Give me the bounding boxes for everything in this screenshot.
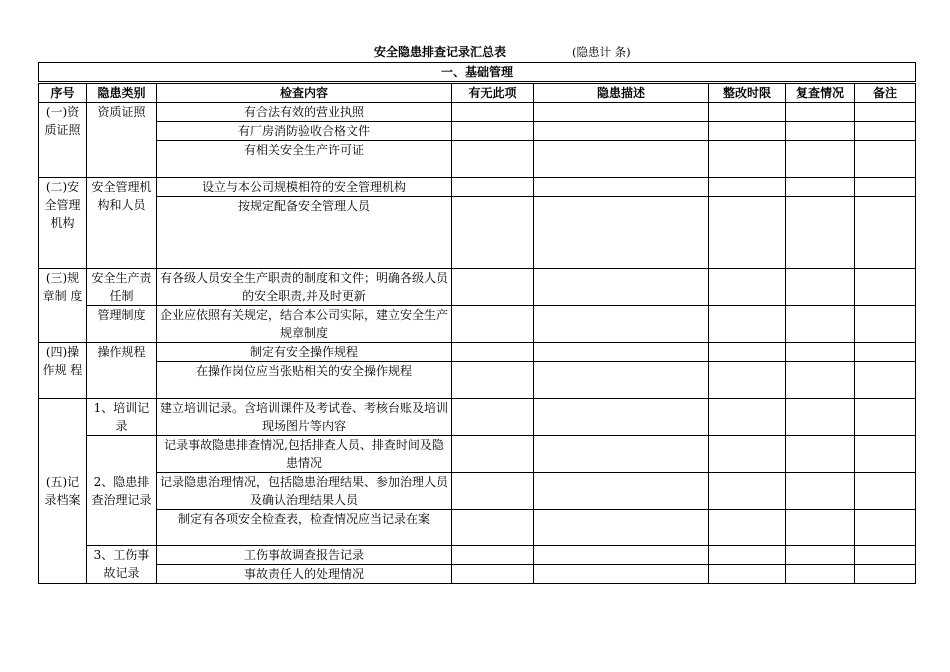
applicable-cell[interactable] — [452, 399, 534, 436]
category-cell: 安全生产责任制 — [87, 269, 157, 306]
remark-cell[interactable] — [855, 343, 916, 362]
review-cell[interactable] — [786, 565, 855, 584]
table-row — [39, 399, 916, 436]
section-title: 一、基础管理 — [39, 63, 916, 83]
review-cell[interactable] — [786, 178, 855, 197]
table-row — [39, 141, 916, 160]
seq-cell: (三)规章制 度 — [39, 269, 87, 343]
category-cell: 2、隐患排查治理记录 — [87, 436, 157, 546]
deadline-cell[interactable] — [709, 546, 786, 565]
review-cell[interactable] — [786, 306, 855, 343]
applicable-cell[interactable] — [452, 473, 534, 510]
content-cell: 有合法有效的营业执照 — [157, 103, 452, 122]
applicable-cell[interactable] — [452, 122, 534, 141]
description-cell[interactable] — [534, 103, 709, 122]
category-cell: 资质证照 — [87, 103, 157, 178]
description-cell[interactable] — [534, 306, 709, 343]
deadline-cell[interactable] — [709, 343, 786, 362]
seq-cell: (二)安全管理机构 — [39, 178, 87, 269]
review-cell[interactable] — [786, 103, 855, 122]
applicable-cell[interactable] — [452, 178, 534, 197]
col-header-remark: 备注 — [855, 83, 916, 103]
applicable-cell[interactable] — [452, 362, 534, 399]
col-header-applicable: 有无此项 — [452, 83, 534, 103]
content-cell: 设立与本公司规模相符的安全管理机构 — [157, 178, 452, 197]
review-cell[interactable] — [786, 141, 855, 178]
col-header-deadline: 整改时限 — [709, 83, 786, 103]
col-header-content: 检查内容 — [157, 83, 452, 103]
deadline-cell[interactable] — [709, 436, 786, 473]
description-cell[interactable] — [534, 436, 709, 473]
content-cell: 有相关安全生产许可证 — [157, 141, 452, 178]
description-cell[interactable] — [534, 269, 709, 306]
applicable-cell[interactable] — [452, 269, 534, 306]
review-cell[interactable] — [786, 399, 855, 436]
section-row — [39, 63, 916, 83]
content-cell: 记录隐患治理情况，包括隐患治理结果、参加治理人员及确认治理结果人员 — [157, 473, 452, 510]
table-row — [39, 306, 916, 343]
applicable-cell[interactable] — [452, 343, 534, 362]
deadline-cell[interactable] — [709, 103, 786, 122]
hazard-count-note: (隐患计 条) — [572, 45, 631, 59]
description-cell[interactable] — [534, 362, 709, 399]
remark-cell[interactable] — [855, 436, 916, 473]
description-cell[interactable] — [534, 197, 709, 269]
review-cell[interactable] — [786, 362, 855, 399]
deadline-cell[interactable] — [709, 269, 786, 306]
category-cell: 操作规程 — [87, 343, 157, 399]
review-cell[interactable] — [786, 197, 855, 269]
remark-cell[interactable] — [855, 178, 916, 197]
table-row — [39, 343, 916, 362]
content-cell: 记录事故隐患排查情况,包括排查人员、排查时间及隐患情况 — [157, 436, 452, 473]
review-cell[interactable] — [786, 122, 855, 141]
review-cell[interactable] — [786, 546, 855, 565]
remark-cell[interactable] — [855, 546, 916, 565]
applicable-cell[interactable] — [452, 141, 534, 178]
deadline-cell[interactable] — [709, 306, 786, 343]
description-cell[interactable] — [534, 546, 709, 565]
table-row — [39, 122, 916, 141]
table-row — [39, 565, 916, 584]
col-header-review: 复查情况 — [786, 83, 855, 103]
applicable-cell[interactable] — [452, 103, 534, 122]
document-title: 安全隐患排查记录汇总表 — [374, 45, 507, 59]
header-row — [39, 83, 916, 103]
category-cell: 安全管理机构和人员 — [87, 178, 157, 269]
remark-cell[interactable] — [855, 122, 916, 141]
review-cell[interactable] — [786, 436, 855, 473]
content-cell: 制定有各项安全检查表，检查情况应当记录在案 — [157, 510, 452, 546]
remark-cell[interactable] — [855, 362, 916, 399]
description-cell[interactable] — [534, 565, 709, 584]
review-cell[interactable] — [786, 269, 855, 306]
applicable-cell[interactable] — [452, 546, 534, 565]
seq-cell: (一)资质证照 — [39, 103, 87, 178]
deadline-cell[interactable] — [709, 178, 786, 197]
col-header-category: 隐患类别 — [87, 83, 157, 103]
content-cell: 在操作岗位应当张贴相关的安全操作规程 — [157, 362, 452, 399]
deadline-cell[interactable] — [709, 122, 786, 141]
remark-cell[interactable] — [855, 141, 916, 178]
deadline-cell[interactable] — [709, 197, 786, 269]
content-cell: 有各级人员安全生产职责的制度和文件；明确各级人员的安全职责,并及时更新 — [157, 269, 452, 306]
review-cell[interactable] — [786, 473, 855, 510]
content-cell: 制定有安全操作规程 — [157, 343, 452, 362]
deadline-cell[interactable] — [709, 141, 786, 178]
applicable-cell[interactable] — [452, 565, 534, 584]
table-row — [39, 510, 916, 546]
review-cell[interactable] — [786, 510, 855, 546]
seq-cell: (四)操作规 程 — [39, 343, 87, 399]
description-cell[interactable] — [534, 178, 709, 197]
table-row — [39, 178, 916, 197]
deadline-cell[interactable] — [709, 362, 786, 399]
remark-cell[interactable] — [855, 473, 916, 510]
deadline-cell[interactable] — [709, 565, 786, 584]
remark-cell[interactable] — [855, 306, 916, 343]
remark-cell[interactable] — [855, 197, 916, 269]
description-cell[interactable] — [534, 122, 709, 141]
content-cell: 工伤事故调查报告记录 — [157, 546, 452, 565]
review-cell[interactable] — [786, 343, 855, 362]
category-cell: 管理制度 — [87, 306, 157, 343]
seq-cell: (五)记录档案 — [39, 399, 87, 584]
applicable-cell[interactable] — [452, 510, 534, 546]
table-row — [39, 436, 916, 473]
description-cell[interactable] — [534, 343, 709, 362]
deadline-cell[interactable] — [709, 399, 786, 436]
table-row — [39, 197, 916, 269]
applicable-cell[interactable] — [452, 197, 534, 269]
content-cell: 企业应依照有关规定，结合本公司实际，建立安全生产规章制度 — [157, 306, 452, 343]
description-cell[interactable] — [534, 510, 709, 546]
content-cell: 有厂房消防验收合格文件 — [157, 122, 452, 141]
applicable-cell[interactable] — [452, 306, 534, 343]
table-row — [39, 546, 916, 565]
description-cell[interactable] — [534, 473, 709, 510]
content-cell: 事故责任人的处理情况 — [157, 565, 452, 584]
remark-cell[interactable] — [855, 510, 916, 546]
description-cell[interactable] — [534, 399, 709, 436]
remark-cell[interactable] — [855, 269, 916, 306]
applicable-cell[interactable] — [452, 436, 534, 473]
title-line — [0, 44, 950, 60]
col-header-seq: 序号 — [39, 83, 87, 103]
hazard-table — [38, 62, 916, 584]
table-row — [39, 103, 916, 122]
remark-cell[interactable] — [855, 399, 916, 436]
deadline-cell[interactable] — [709, 510, 786, 546]
deadline-cell[interactable] — [709, 473, 786, 510]
content-cell: 建立培训记录。含培训课件及考试卷、考核台账及培训现场图片等内容 — [157, 399, 452, 436]
table-row — [39, 269, 916, 306]
col-header-description: 隐患描述 — [534, 83, 709, 103]
category-cell: 1、培训记录 — [87, 399, 157, 436]
remark-cell[interactable] — [855, 103, 916, 122]
category-cell: 3、工伤事故记录 — [87, 546, 157, 584]
remark-cell[interactable] — [855, 565, 916, 584]
table-row — [39, 473, 916, 510]
table-row — [39, 362, 916, 399]
description-cell[interactable] — [534, 141, 709, 178]
content-cell: 按规定配备安全管理人员 — [157, 197, 452, 269]
